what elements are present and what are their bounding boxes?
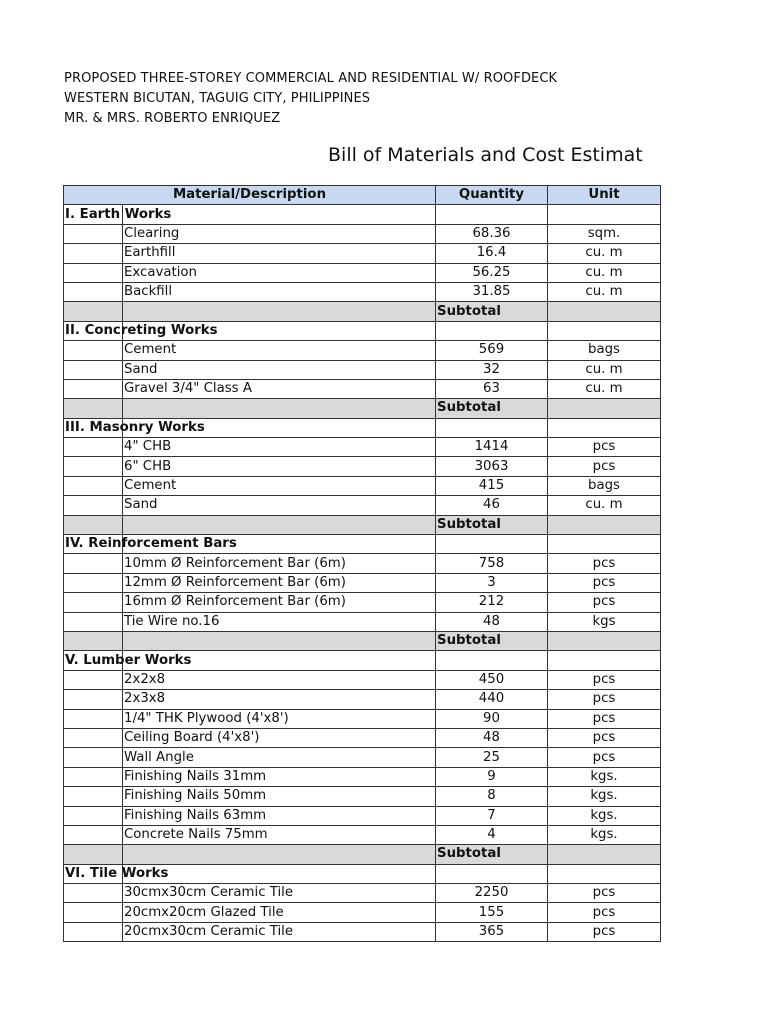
empty-cell <box>548 651 661 670</box>
section-title-cell <box>64 651 192 670</box>
table-row <box>64 573 661 592</box>
empty-cell <box>123 864 436 883</box>
material-description: Wall Angle <box>123 748 436 767</box>
material-description: 16mm Ø Reinforcement Bar (6m) <box>123 593 436 612</box>
material-description: 10mm Ø Reinforcement Bar (6m) <box>123 554 436 573</box>
empty-cell <box>548 418 661 437</box>
empty-cell <box>64 399 123 418</box>
material-description: Clearing <box>123 224 436 243</box>
table-row <box>64 767 661 786</box>
section-header-row <box>64 418 661 437</box>
indent-cell <box>64 690 123 709</box>
indent-cell <box>64 263 123 282</box>
empty-cell <box>123 845 436 864</box>
subtotal-label: Subtotal <box>436 302 548 321</box>
indent-cell <box>64 476 123 495</box>
indent-cell <box>64 593 123 612</box>
section-title: II. Concreting Works <box>65 322 218 338</box>
indent-cell <box>64 884 123 903</box>
document-title: Bill of Materials and Cost Estimat <box>328 144 643 166</box>
material-description: Cement <box>123 476 436 495</box>
unit-value: pcs <box>548 593 661 612</box>
empty-cell <box>123 399 436 418</box>
empty-cell <box>436 205 548 224</box>
table-row <box>64 341 661 360</box>
indent-cell <box>64 903 123 922</box>
indent-cell <box>64 341 123 360</box>
quantity-value: 90 <box>436 709 548 728</box>
empty-cell <box>548 535 661 554</box>
table-body <box>64 205 661 942</box>
indent-cell <box>64 573 123 592</box>
material-description: Finishing Nails 31mm <box>123 767 436 786</box>
empty-cell <box>123 631 436 650</box>
column-header-unit: Unit <box>548 186 661 205</box>
material-description: 12mm Ø Reinforcement Bar (6m) <box>123 573 436 592</box>
indent-cell <box>64 496 123 515</box>
table-row <box>64 438 661 457</box>
quantity-value: 365 <box>436 922 548 941</box>
material-description: Earthfill <box>123 244 436 263</box>
table-row <box>64 593 661 612</box>
material-description: 1/4" THK Plywood (4'x8') <box>123 709 436 728</box>
unit-value: pcs <box>548 554 661 573</box>
subtotal-row <box>64 399 661 418</box>
subtotal-value-cell <box>548 845 661 864</box>
bill-of-materials-table <box>63 185 661 942</box>
quantity-value: 3063 <box>436 457 548 476</box>
table-row <box>64 728 661 747</box>
quantity-value: 758 <box>436 554 548 573</box>
empty-cell <box>548 205 661 224</box>
project-owner-line: MR. & MRS. ROBERTO ENRIQUEZ <box>64 111 281 126</box>
table-row <box>64 922 661 941</box>
indent-cell <box>64 244 123 263</box>
subtotal-value-cell <box>548 399 661 418</box>
indent-cell <box>64 612 123 631</box>
material-description: Backfill <box>123 282 436 301</box>
empty-cell <box>436 535 548 554</box>
unit-value: cu. m <box>548 244 661 263</box>
quantity-value: 16.4 <box>436 244 548 263</box>
table-row <box>64 787 661 806</box>
indent-cell <box>64 825 123 844</box>
indent-cell <box>64 806 123 825</box>
unit-value: cu. m <box>548 282 661 301</box>
unit-value: pcs <box>548 457 661 476</box>
indent-cell <box>64 728 123 747</box>
unit-value: pcs <box>548 903 661 922</box>
section-title: VI. Tile Works <box>65 865 169 881</box>
project-location-line: WESTERN BICUTAN, TAGUIG CITY, PHILIPPINES <box>64 91 371 106</box>
quantity-value: 8 <box>436 787 548 806</box>
column-header-quantity: Quantity <box>436 186 548 205</box>
section-header-row <box>64 864 661 883</box>
table-row <box>64 224 661 243</box>
indent-cell <box>64 670 123 689</box>
table-row <box>64 554 661 573</box>
section-title: I. Earth Works <box>65 206 172 222</box>
table-row <box>64 806 661 825</box>
section-header-row <box>64 651 661 670</box>
empty-cell <box>123 515 436 534</box>
subtotal-row <box>64 631 661 650</box>
unit-value: pcs <box>548 670 661 689</box>
material-description: 4" CHB <box>123 438 436 457</box>
empty-cell <box>64 631 123 650</box>
material-description: 2x2x8 <box>123 670 436 689</box>
empty-cell <box>123 302 436 321</box>
quantity-value: 569 <box>436 341 548 360</box>
subtotal-value-cell <box>548 631 661 650</box>
unit-value: cu. m <box>548 379 661 398</box>
quantity-value: 68.36 <box>436 224 548 243</box>
indent-cell <box>64 709 123 728</box>
indent-cell <box>64 379 123 398</box>
unit-value: pcs <box>548 748 661 767</box>
project-title-line: PROPOSED THREE-STOREY COMMERCIAL AND RESIDENTIAL W/ ROOFDECK <box>64 71 558 86</box>
table-header-row <box>64 186 661 205</box>
table-row <box>64 612 661 631</box>
quantity-value: 155 <box>436 903 548 922</box>
material-description: Excavation <box>123 263 436 282</box>
unit-value: sqm. <box>548 224 661 243</box>
material-description: Finishing Nails 50mm <box>123 787 436 806</box>
table-row <box>64 690 661 709</box>
unit-value: pcs <box>548 709 661 728</box>
table-row <box>64 263 661 282</box>
table-row <box>64 457 661 476</box>
table-row <box>64 884 661 903</box>
material-description: Cement <box>123 341 436 360</box>
quantity-value: 56.25 <box>436 263 548 282</box>
quantity-value: 2250 <box>436 884 548 903</box>
section-title: IV. Reinforcement Bars <box>65 536 237 552</box>
unit-value: cu. m <box>548 496 661 515</box>
material-description: Tie Wire no.16 <box>123 612 436 631</box>
empty-cell <box>548 321 661 340</box>
unit-value: cu. m <box>548 360 661 379</box>
section-title-cell <box>64 535 237 554</box>
quantity-value: 46 <box>436 496 548 515</box>
unit-value: pcs <box>548 438 661 457</box>
table-row <box>64 360 661 379</box>
quantity-value: 48 <box>436 612 548 631</box>
section-title-cell <box>64 205 172 224</box>
unit-value: bags <box>548 341 661 360</box>
unit-value: kgs. <box>548 787 661 806</box>
indent-cell <box>64 224 123 243</box>
quantity-value: 4 <box>436 825 548 844</box>
quantity-value: 31.85 <box>436 282 548 301</box>
table-row <box>64 476 661 495</box>
subtotal-label: Subtotal <box>436 399 548 418</box>
table-row <box>64 903 661 922</box>
material-description: Sand <box>123 496 436 515</box>
material-description: 20cmx20cm Glazed Tile <box>123 903 436 922</box>
indent-cell <box>64 922 123 941</box>
indent-cell <box>64 748 123 767</box>
table-row <box>64 825 661 844</box>
unit-value: pcs <box>548 728 661 747</box>
empty-cell <box>436 418 548 437</box>
unit-value: bags <box>548 476 661 495</box>
table-row <box>64 379 661 398</box>
quantity-value: 63 <box>436 379 548 398</box>
subtotal-row <box>64 845 661 864</box>
indent-cell <box>64 457 123 476</box>
material-description: 2x3x8 <box>123 690 436 709</box>
empty-cell <box>64 515 123 534</box>
subtotal-row <box>64 302 661 321</box>
section-header-row <box>64 535 661 554</box>
subtotal-label: Subtotal <box>436 515 548 534</box>
indent-cell <box>64 767 123 786</box>
column-header-material: Material/Description <box>64 186 436 205</box>
empty-cell <box>548 864 661 883</box>
material-description: Ceiling Board (4'x8') <box>123 728 436 747</box>
unit-value: kgs <box>548 612 661 631</box>
table-row <box>64 670 661 689</box>
empty-cell <box>64 302 123 321</box>
unit-value: cu. m <box>548 263 661 282</box>
unit-value: pcs <box>548 573 661 592</box>
subtotal-label: Subtotal <box>436 845 548 864</box>
quantity-value: 3 <box>436 573 548 592</box>
material-description: Concrete Nails 75mm <box>123 825 436 844</box>
section-title: V. Lumber Works <box>65 652 192 668</box>
table-row <box>64 282 661 301</box>
quantity-value: 1414 <box>436 438 548 457</box>
section-title-cell <box>64 418 205 437</box>
indent-cell <box>64 282 123 301</box>
quantity-value: 440 <box>436 690 548 709</box>
unit-value: pcs <box>548 884 661 903</box>
quantity-value: 415 <box>436 476 548 495</box>
empty-cell <box>436 864 548 883</box>
material-description: Finishing Nails 63mm <box>123 806 436 825</box>
quantity-value: 7 <box>436 806 548 825</box>
section-title-cell <box>64 321 218 340</box>
section-header-row <box>64 321 661 340</box>
empty-cell <box>64 845 123 864</box>
unit-value: pcs <box>548 690 661 709</box>
material-description: Gravel 3/4" Class A <box>123 379 436 398</box>
table-row <box>64 709 661 728</box>
table-row <box>64 496 661 515</box>
material-description: 30cmx30cm Ceramic Tile <box>123 884 436 903</box>
section-title: III. Masonry Works <box>65 419 205 435</box>
indent-cell <box>64 787 123 806</box>
table-row <box>64 748 661 767</box>
material-description: Sand <box>123 360 436 379</box>
empty-cell <box>436 651 548 670</box>
unit-value: pcs <box>548 922 661 941</box>
section-title-cell <box>64 864 169 883</box>
section-header-row <box>64 205 661 224</box>
quantity-value: 32 <box>436 360 548 379</box>
material-description: 20cmx30cm Ceramic Tile <box>123 922 436 941</box>
subtotal-label: Subtotal <box>436 631 548 650</box>
indent-cell <box>64 554 123 573</box>
quantity-value: 25 <box>436 748 548 767</box>
indent-cell <box>64 360 123 379</box>
unit-value: kgs. <box>548 806 661 825</box>
quantity-value: 212 <box>436 593 548 612</box>
table-row <box>64 244 661 263</box>
quantity-value: 9 <box>436 767 548 786</box>
unit-value: kgs. <box>548 825 661 844</box>
material-description: 6" CHB <box>123 457 436 476</box>
subtotal-row <box>64 515 661 534</box>
subtotal-value-cell <box>548 515 661 534</box>
empty-cell <box>436 321 548 340</box>
quantity-value: 450 <box>436 670 548 689</box>
quantity-value: 48 <box>436 728 548 747</box>
subtotal-value-cell <box>548 302 661 321</box>
indent-cell <box>64 438 123 457</box>
unit-value: kgs. <box>548 767 661 786</box>
